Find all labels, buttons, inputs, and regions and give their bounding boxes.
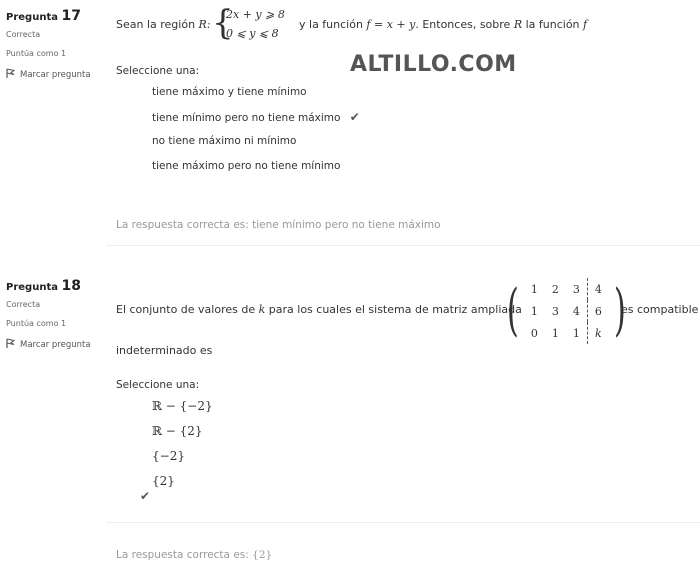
question-info-17 [6, 8, 106, 81]
flag-icon [6, 338, 16, 351]
check-icon: ✔ [349, 110, 360, 124]
answer-option[interactable]: ℝ − {2} [152, 424, 203, 438]
matrix-table [524, 278, 609, 344]
question-state: Correcta [6, 300, 41, 309]
text-before: El conjunto de valores de [116, 303, 256, 316]
brace: { [212, 3, 234, 43]
answer-option-label: tiene mínimo pero no tiene máximo [152, 112, 341, 124]
select-prompt: Seleccione una: [116, 379, 200, 391]
matrix-cell: 3 [551, 304, 559, 318]
matrix-row [524, 322, 609, 344]
matrix-cell: 1 [551, 326, 559, 340]
question-content-17 [116, 3, 700, 238]
correct-answer-feedback [116, 549, 272, 561]
answer-option[interactable]: no tiene máximo ni mínimo [152, 135, 297, 147]
text-before: Sean la región [116, 18, 196, 31]
question-info-18 [6, 278, 106, 351]
matrix-cell: 1 [530, 304, 538, 318]
feedback-label: La respuesta correcta es: [116, 549, 249, 561]
matrix-cell: 1 [530, 282, 538, 296]
question-number-value: 17 [61, 8, 81, 24]
check-icon: ✔ [140, 489, 151, 503]
question-number [6, 278, 106, 294]
answer-option-selected[interactable]: {2} [152, 474, 175, 488]
text-end: la función [525, 18, 580, 31]
question-number-value: 18 [61, 278, 81, 294]
matrix-cell: 1 [572, 326, 580, 340]
augmented-matrix [502, 278, 631, 344]
question-state: Correcta [6, 30, 41, 39]
region-variable-ref: R [513, 18, 523, 31]
text-line-2: indeterminado es [116, 344, 213, 357]
inequality-1: 2x + y ⩾ 8 [226, 8, 285, 21]
matrix-row [524, 300, 609, 322]
flag-label: Marcar pregunta [20, 339, 91, 350]
question-number [6, 8, 106, 24]
question-text-rest [299, 18, 587, 31]
left-paren: ( [506, 278, 519, 343]
answer-option[interactable]: tiene máximo y tiene mínimo [152, 86, 307, 98]
matrix-cell: 0 [530, 326, 538, 340]
question-grade: Puntúa como 1 [6, 49, 67, 58]
function-variable-ref: f [583, 18, 588, 31]
divider [106, 245, 700, 246]
region-variable: R: [198, 18, 211, 31]
text-mid: para los cuales el sistema de matriz ampliada [268, 303, 522, 316]
function: f = x + y [366, 18, 416, 31]
text-after: es compatible [621, 303, 699, 316]
matrix-cell: 3 [572, 282, 580, 296]
divider [106, 522, 700, 523]
question-grade: Puntúa como 1 [6, 319, 67, 328]
text-mid: y la función [299, 18, 363, 31]
question-label: Pregunta [6, 282, 58, 293]
watermark: ALTILLO.COM [350, 52, 517, 77]
feedback-value: {2} [252, 549, 273, 561]
inequality-2: 0 ⩽ y ⩽ 8 [226, 27, 279, 40]
flag-question-button[interactable] [6, 68, 106, 81]
matrix-cell: 4 [587, 278, 609, 300]
answer-option[interactable]: ℝ − {−2} [152, 399, 213, 413]
question-content-18 [116, 275, 700, 575]
flag-label: Marcar pregunta [20, 69, 91, 80]
answer-option-selected[interactable] [152, 110, 360, 124]
matrix-cell: k [587, 322, 609, 344]
flag-icon [6, 68, 16, 81]
correct-answer-feedback: La respuesta correcta es: tiene mínimo pero no tiene máximo [116, 219, 441, 231]
k-variable: k [258, 303, 266, 316]
flag-question-button[interactable] [6, 338, 106, 351]
question-text [116, 18, 211, 31]
question-text [116, 303, 522, 316]
matrix-row [524, 278, 609, 300]
matrix-cell: 2 [551, 282, 559, 296]
matrix-cell: 6 [587, 300, 609, 322]
matrix-cell: 4 [572, 304, 580, 318]
question-label: Pregunta [6, 12, 58, 23]
answer-option[interactable]: {−2} [152, 449, 185, 463]
text-after: . Entonces, sobre [415, 18, 511, 31]
answer-option[interactable]: tiene máximo pero no tiene mínimo [152, 160, 341, 172]
right-paren: ) [613, 278, 626, 343]
select-prompt: Seleccione una: [116, 65, 200, 77]
